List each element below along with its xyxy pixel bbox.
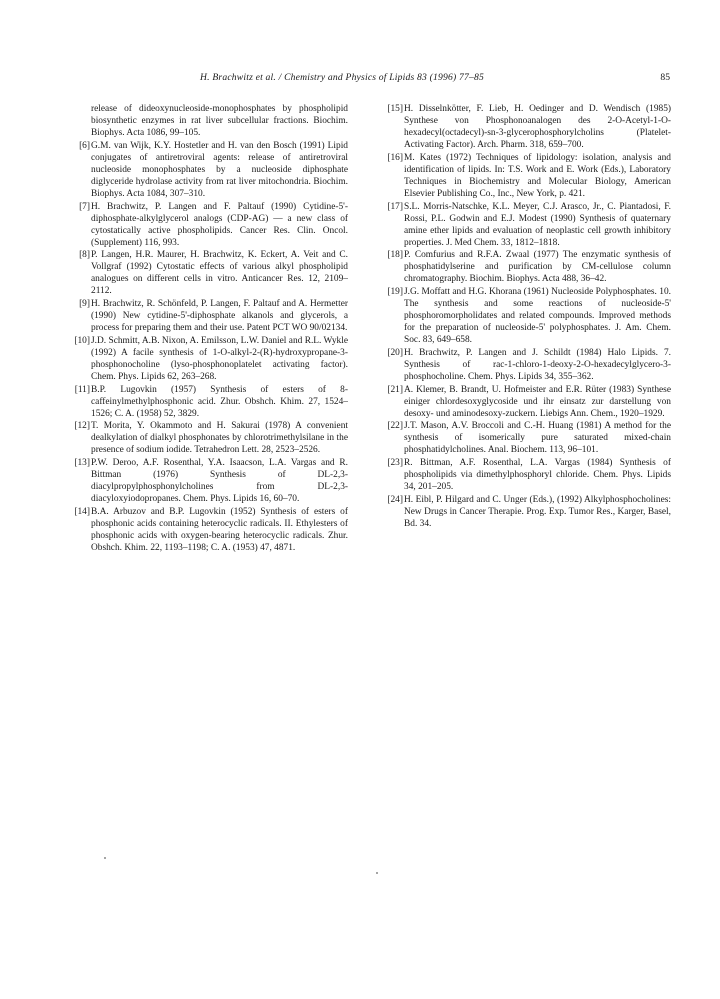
reference-number: [12]	[74, 421, 90, 432]
reference-continuation: release of dideoxynucleoside-monophosphates by phospholipid biosynthetic enzymes in rat liver subcellular fractions. Biochim. Biophys. Acta 1086, 99–105.	[91, 104, 348, 139]
scan-speck	[104, 857, 106, 859]
reference-number: [9]	[79, 299, 90, 310]
reference-13	[60, 457, 348, 505]
reference-text: B.A. Arbuzov and B.P. Lugovkin (1952) Synthesis of esters of phosphonic acids containing heterocyclic radicals. II. Ethylesters of phosphonic acids with oxygen-bearing heterocyclic radicals. Zhur. Obshch. Khim. 22, 1193–1198; C. A. (1953) 47, 4871.	[91, 506, 348, 554]
reference-text: T. Morita, Y. Okammoto and H. Sakurai (1978) A convenient dealkylation of dialkyl phosphonates by chlorotrimethylsilane in the presence of sodium iodide. Tetrahedron Lett. 28, 2523–2526.	[91, 421, 348, 456]
reference-text: M. Kates (1972) Techniques of lipidology: isolation, analysis and identification of lipids. In: T.S. Work and E. Work (Eds.), Laboratory Techniques in Biochemistry and Molecular Biology, American Elsevier Publishing Co., Inc., New York, p. 421.	[404, 152, 671, 199]
reference-number: [24]	[387, 494, 403, 505]
page-header	[80, 72, 670, 86]
reference-6	[60, 140, 348, 200]
reference-number: [7]	[79, 201, 90, 212]
reference-number: [11]	[74, 384, 90, 395]
reference-number: [23]	[387, 458, 403, 469]
reference-text: H. Brachwitz, R. Schönfeld, P. Langen, F. Paltauf and A. Hermetter (1990) New cytidine-5'-diphosphate alkanols and glycerols, a process for preparing them and their use. Patent PCT WO 90/02134.	[91, 299, 348, 334]
reference-19	[373, 286, 671, 346]
reference-number: [10]	[74, 335, 90, 346]
reference-text: B.P. Lugovkin (1957) Synthesis of esters of 8-caffeinylmethylphosphonic acid. Zhur. Obshch. Khim. 27, 1524–1526; C. A. (1958) 52, 3829.	[91, 384, 348, 419]
reference-24	[373, 494, 671, 530]
reference-number: [19]	[387, 287, 403, 298]
reference-number: [8]	[79, 250, 90, 261]
reference-11	[60, 384, 348, 420]
reference-text: P. Comfurius and R.F.A. Zwaal (1977) The enzymatic synthesis of phosphatidylserine and purification by CM-cellulose column chromatography. Biochim. Biophys. Acta 488, 36–42.	[404, 250, 671, 285]
reference-15	[373, 103, 671, 151]
reference-number: [14]	[74, 506, 90, 517]
reference-10	[60, 335, 348, 383]
reference-20	[373, 347, 671, 383]
reference-text: H. Disselnkötter, F. Lieb, H. Oedinger and D. Wendisch (1985) Synthese von Phosphonoanalogen des 2-O-Acetyl-1-O-hexadecyl(octadecyl)-sn-3-glycerophosphorylcholins (Platelet-Activating Factor). Arch. Pharm. 318, 659–700.	[404, 104, 671, 151]
reference-number: [16]	[387, 152, 403, 163]
reference-text: J.T. Mason, A.V. Broccoli and C.-H. Huang (1981) A method for the synthesis of isomerically pure saturated mixed-chain phosphatidylcholines. Anal. Biochem. 113, 96–101.	[404, 421, 671, 456]
reference-number: [18]	[387, 250, 403, 261]
running-head: H. Brachwitz et al. / Chemistry and Physics of Lipids 83 (1996) 77–85	[200, 72, 485, 83]
reference-number: [6]	[79, 140, 90, 151]
reference-text: A. Klemer, B. Brandt, U. Hofmeister and E.R. Rüter (1983) Synthese einiger chlordesoxyglycoside und ihr einsatz zur darstellung von desoxy- und aminodesoxy-zuckern. Liebigs Ann. Chem., 1920–1929.	[404, 384, 671, 419]
reference-text: H. Brachwitz, P. Langen and J. Schildt (1984) Halo Lipids. 7. Synthesis of rac-1-chloro-1-deoxy-2-O-hexadecylglycero-3-phosphocholine. Chem. Phys. Lipids 34, 355–362.	[404, 347, 671, 382]
reference-list-left	[60, 103, 348, 555]
reference-number: [13]	[74, 458, 90, 469]
reference-text: R. Bittman, A.F. Rosenthal, L.A. Vargas (1984) Synthesis of phospholipids via dimethylphosphoryl chloride. Chem. Phys. Lipids 34, 201–205.	[404, 458, 671, 493]
reference-17	[373, 201, 671, 249]
reference-number: [15]	[387, 104, 403, 114]
reference-14	[60, 506, 348, 554]
reference-number: [20]	[387, 347, 403, 358]
reference-text: J.D. Schmitt, A.B. Nixon, A. Emilsson, L.W. Daniel and R.L. Wykle (1992) A facile synthesis of 1-O-alkyl-2-(R)-hydroxypropane-3-phosphonocholine (lyso-phosphonoplatelet activating factor). Chem. Phys. Lipids 62, 263–268.	[91, 335, 348, 382]
reference-18	[373, 249, 671, 285]
reference-text: H. Brachwitz, P. Langen and F. Paltauf (1990) Cytidine-5'-diphosphate-alkylglycerol analogs (CDP-AG) — a new class of cytostatically active phospholipids. Cancer Res. Clin. Oncol. (Supplement) 116, 993.	[91, 201, 348, 248]
reference-text: J.G. Moffatt and H.G. Khorana (1961) Nucleoside Polyphosphates. 10. The synthesis and some reactions of nucleoside-5' phosphoromorpholidates and related compounds. Improved methods for the preparation of nucleoside-5' polyphosphates. J. Am. Chem. Soc. 83, 649–658.	[404, 287, 671, 346]
reference-number: [17]	[387, 201, 403, 212]
reference-8	[60, 249, 348, 297]
scan-speck	[376, 872, 378, 874]
reference-list-right	[373, 103, 671, 531]
reference-7	[60, 201, 348, 249]
reference-text: P. Langen, H.R. Maurer, H. Brachwitz, K. Eckert, A. Veit and C. Vollgraf (1992) Cytostatic effects of various alkyl phospholipid analogues on different cells in vitro. Anticancer Res. 12, 2109–2112.	[91, 250, 348, 297]
reference-12	[60, 420, 348, 456]
reference-21	[373, 384, 671, 420]
reference-number: [21]	[387, 384, 403, 395]
reference-text: S.L. Morris-Natschke, K.L. Meyer, C.J. Arasco, Jr., C. Piantadosi, F. Rossi, P.L. Godwin and E.J. Modest (1990) Synthesis of quaternary amine ether lipids and evaluation of neoplastic cell growth inhibitory properties. J. Med Chem. 33, 1812–1818.	[404, 201, 671, 248]
reference-16	[373, 152, 671, 200]
reference-text: P.W. Deroo, A.F. Rosenthal, Y.A. Isaacson, L.A. Vargas and R. Bittman (1976) Synthesis of DL-2,3-diacylpropylphosphonylcholines from DL-2,3-diacyloxyiodopropanes. Chem. Phys. Lipids 16, 60–70.	[91, 458, 348, 505]
reference-number: [22]	[387, 421, 403, 432]
reference-text: H. Eibl, P. Hilgard and C. Unger (Eds.), (1992) Alkylphosphocholines: New Drugs in Cancer Therapie. Prog. Exp. Tumor Res., Karger, Basel, Bd. 34.	[404, 494, 671, 529]
reference-text: G.M. van Wijk, K.Y. Hostetler and H. van den Bosch (1991) Lipid conjugates of antiretroviral agents: release of antiretroviral nucleoside monophosphates by a nucleoside diphosphate diglyceride hydrolase activity from rat liver mitochondria. Biochim. Biophys. Acta 1084, 307–310.	[91, 140, 348, 199]
reference-9	[60, 298, 348, 334]
page-number: 85	[660, 72, 670, 83]
reference-22	[373, 420, 671, 456]
reference-23	[373, 457, 671, 493]
